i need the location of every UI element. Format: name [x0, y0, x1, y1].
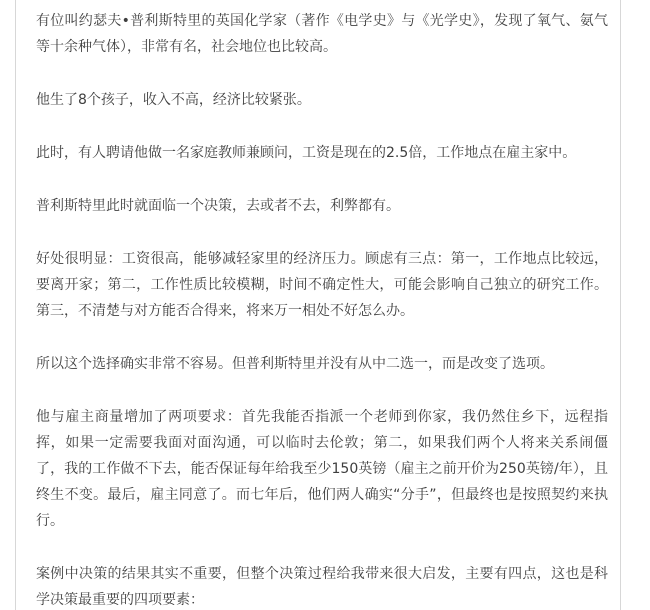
left-border-line [15, 0, 16, 610]
paragraph-conclusion: 案例中决策的结果其实不重要，但整个决策过程给我带来很大启发，主要有四点，这也是科学决策最重要的四项要素： [36, 566, 608, 608]
article-body [36, 8, 608, 610]
paragraph-offer: 此时，有人聘请他做一名家庭教师兼顾问，工资是现在的2.5倍，工作地点在雇主家中。 [36, 145, 577, 161]
right-border-line [620, 0, 621, 610]
paragraph-intro: 有位叫约瑟夫•普利斯特里的英国化学家（著作《电学史》与《光学史》，发现了氧气、氨气等十余种气体），非常有名，社会地位也比较高。 [36, 13, 608, 55]
paragraph-negotiation: 他与雇主商量增加了两项要求：首先我能否指派一个老师到你家，我仍然住乡下，远程指挥，如果一定需要我面对面沟通，可以临时去伦敦；第二，如果我们两个人将来关系闹僵了，我的工作做不下去，能否保证每年给我至少150英镑（雇主之前开价为250英镑/年），且终生不变。最后，雇主同意了。而七年后，他们两人确实“分手”，但最终也是按照契约来执行。 [36, 409, 608, 529]
paragraph-family: 他生了8个孩子，收入不高，经济比较紧张。 [36, 92, 311, 108]
paragraph-decision: 普利斯特里此时就面临一个决策，去或者不去，利弊都有。 [36, 198, 400, 214]
paragraph-options: 所以这个选择确实非常不容易。但普利斯特里并没有从中二选一，而是改变了选项。 [36, 356, 554, 372]
paragraph-pros-cons: 好处很明显：工资很高，能够减轻家里的经济压力。顾虑有三点：第一，工作地点比较远，要离开家；第二，工作性质比较模糊，时间不确定性大，可能会影响自己独立的研究工作。第三，不清楚与对方能否合得来，将来万一相处不好怎么办。 [36, 251, 608, 319]
